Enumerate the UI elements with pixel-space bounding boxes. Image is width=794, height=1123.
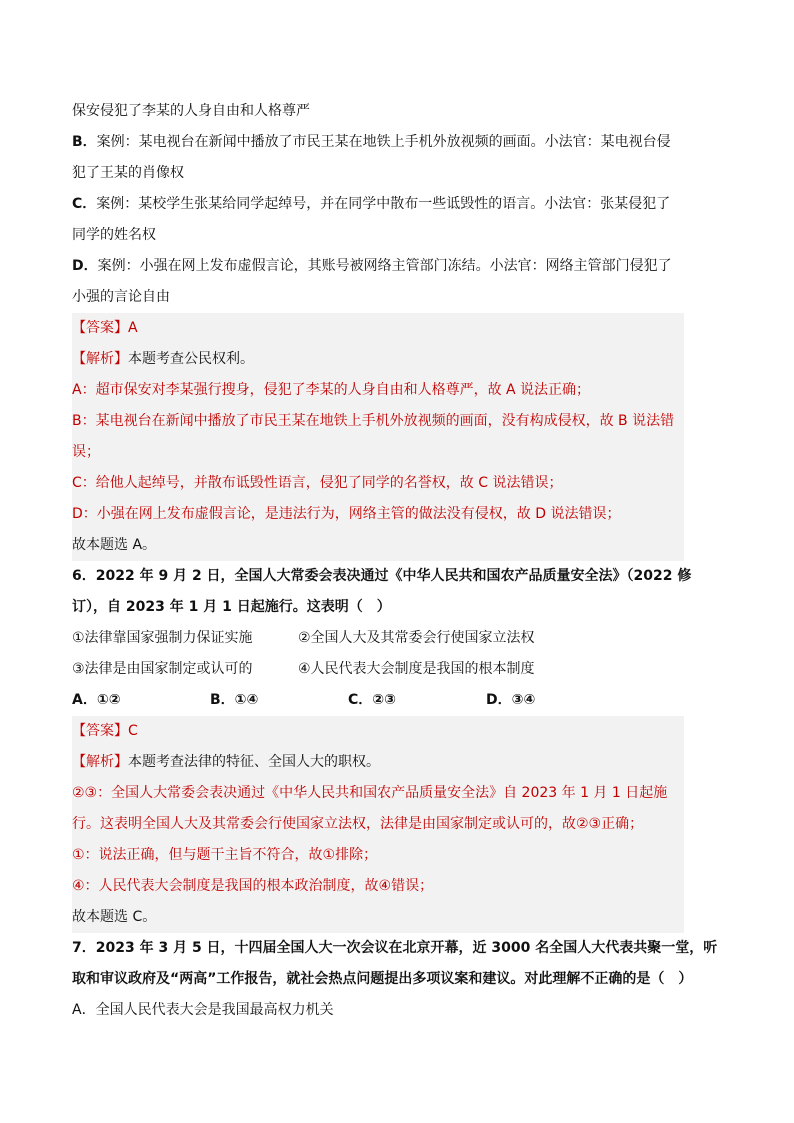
q5-option-c-line2: 同学的姓名权 (72, 227, 156, 243)
q5-option-d-line1 (72, 251, 684, 282)
q6-options (72, 685, 684, 716)
q5-analysis-label: 【解析】 (72, 351, 128, 367)
q6-explain-1a: ②③：全国人大常委会表决通过《中华人民共和国农产品质量安全法》自 2023 年 1 月 1 日起施 (72, 785, 668, 801)
q5-option-d-line2: 小强的言论自由 (72, 289, 170, 305)
q6-answer-label: 【答案】 (72, 723, 128, 739)
q5-option-d-text: 案例：小强在网上发布虚假言论，其账号被网络主管部门冻结。小法官：网络主管部门侵犯了 (97, 258, 672, 274)
q6-option-c: C．②③ (348, 692, 396, 708)
q5-option-b-text: 案例：某电视台在新闻中播放了市民王某在地铁上手机外放视频的画面。小法官：某电视台侵 (96, 134, 671, 150)
q5-explain-c: C：给他人起绰号，并散布诋毁性语言，侵犯了同学的名誉权，故 C 说法错误； (72, 475, 563, 491)
q6-explain-2: ①：说法正确，但与题干主旨不符合，故①排除； (72, 847, 378, 863)
q5-explain-d: D：小强在网上发布虚假言论，是违法行为，网络主管的做法没有侵权，故 D 说法错误； (72, 506, 621, 522)
q6-conclusion: 故本题选 C。 (72, 909, 157, 925)
q6-stem-line1: 6．2022 年 9 月 2 日，全国人大常委会表决通过《中华人民共和国农产品质量安全法》（2022 修 (72, 568, 692, 584)
q5-explain-a: A：超市保安对李某强行搜身，侵犯了李某的人身自由和人格尊严，故 A 说法正确； (72, 382, 591, 398)
q6-analysis-text: 本题考查法律的特征、全国人大的职权。 (128, 754, 380, 770)
q5-answer-value: A (128, 320, 138, 336)
q7-stem-line2: 取和审议政府及“两高”工作报告，就社会热点问题提出多项议案和建议。对此理解不正确的是（ ） (72, 971, 693, 987)
q7-option-a: A．全国人民代表大会是我国最高权力机关 (72, 1002, 334, 1018)
q6-stem-line2: 订），自 2023 年 1 月 1 日起施行。这表明（ ） (72, 599, 391, 615)
q6-analysis-label: 【解析】 (72, 754, 128, 770)
q5-answer-box (72, 313, 684, 561)
document-page (72, 96, 718, 1026)
q6-explain-1b: 行。这表明全国人大及其常委会行使国家立法权，法律是由国家制定或认可的，故②③正确； (72, 816, 644, 832)
q5-conclusion: 故本题选 A。 (72, 537, 157, 553)
q6-statements-row2 (72, 654, 684, 685)
q5-option-c-text: 案例：某校学生张某给同学起绰号，并在同学中散布一些诋毁性的语言。小法官：张某侵犯了 (96, 196, 671, 212)
q7-stem-line1: 7．2023 年 3 月 5 日，十四届全国人大一次会议在北京开幕，近 3000 名全国人大代表共聚一堂，听 (72, 940, 718, 956)
q5-explain-b1: B：某电视台在新闻中播放了市民王某在地铁上手机外放视频的画面，没有构成侵权，故 B 说法错 (72, 413, 675, 429)
q5-analysis (72, 344, 684, 375)
q5-option-d-label: D． (72, 258, 98, 274)
q6-statement-4: ④人民代表大会制度是我国的根本制度 (298, 661, 535, 677)
q6-option-d: D．③④ (486, 692, 536, 708)
q6-statement-1: ①法律靠国家强制力保证实施 (72, 630, 253, 646)
q5-explain-b2: 误； (72, 444, 100, 460)
q6-option-b: B．①④ (210, 692, 259, 708)
q5-option-c-line1 (72, 189, 684, 220)
q5-option-a-tail: 保安侵犯了李某的人身自由和人格尊严 (72, 103, 310, 119)
q5-option-c-label: C． (72, 196, 97, 212)
q6-statement-3: ③法律是由国家制定或认可的 (72, 661, 253, 677)
q6-statements-row1 (72, 623, 684, 654)
q5-answer (72, 313, 684, 344)
q6-option-a: A．①② (72, 692, 121, 708)
q6-answer-value: C (128, 723, 138, 739)
q5-analysis-text: 本题考查公民权利。 (128, 351, 254, 367)
q6-answer-box (72, 716, 684, 933)
q5-option-b-line2: 犯了王某的肖像权 (72, 165, 184, 181)
q6-statement-2: ②全国人大及其常委会行使国家立法权 (298, 630, 535, 646)
q5-option-b-line1 (72, 127, 684, 158)
q6-analysis (72, 747, 684, 778)
q5-option-b-label: B． (72, 134, 97, 150)
q6-answer (72, 716, 684, 747)
q5-answer-label: 【答案】 (72, 320, 128, 336)
q6-explain-3: ④：人民代表大会制度是我国的根本政治制度，故④错误； (72, 878, 434, 894)
